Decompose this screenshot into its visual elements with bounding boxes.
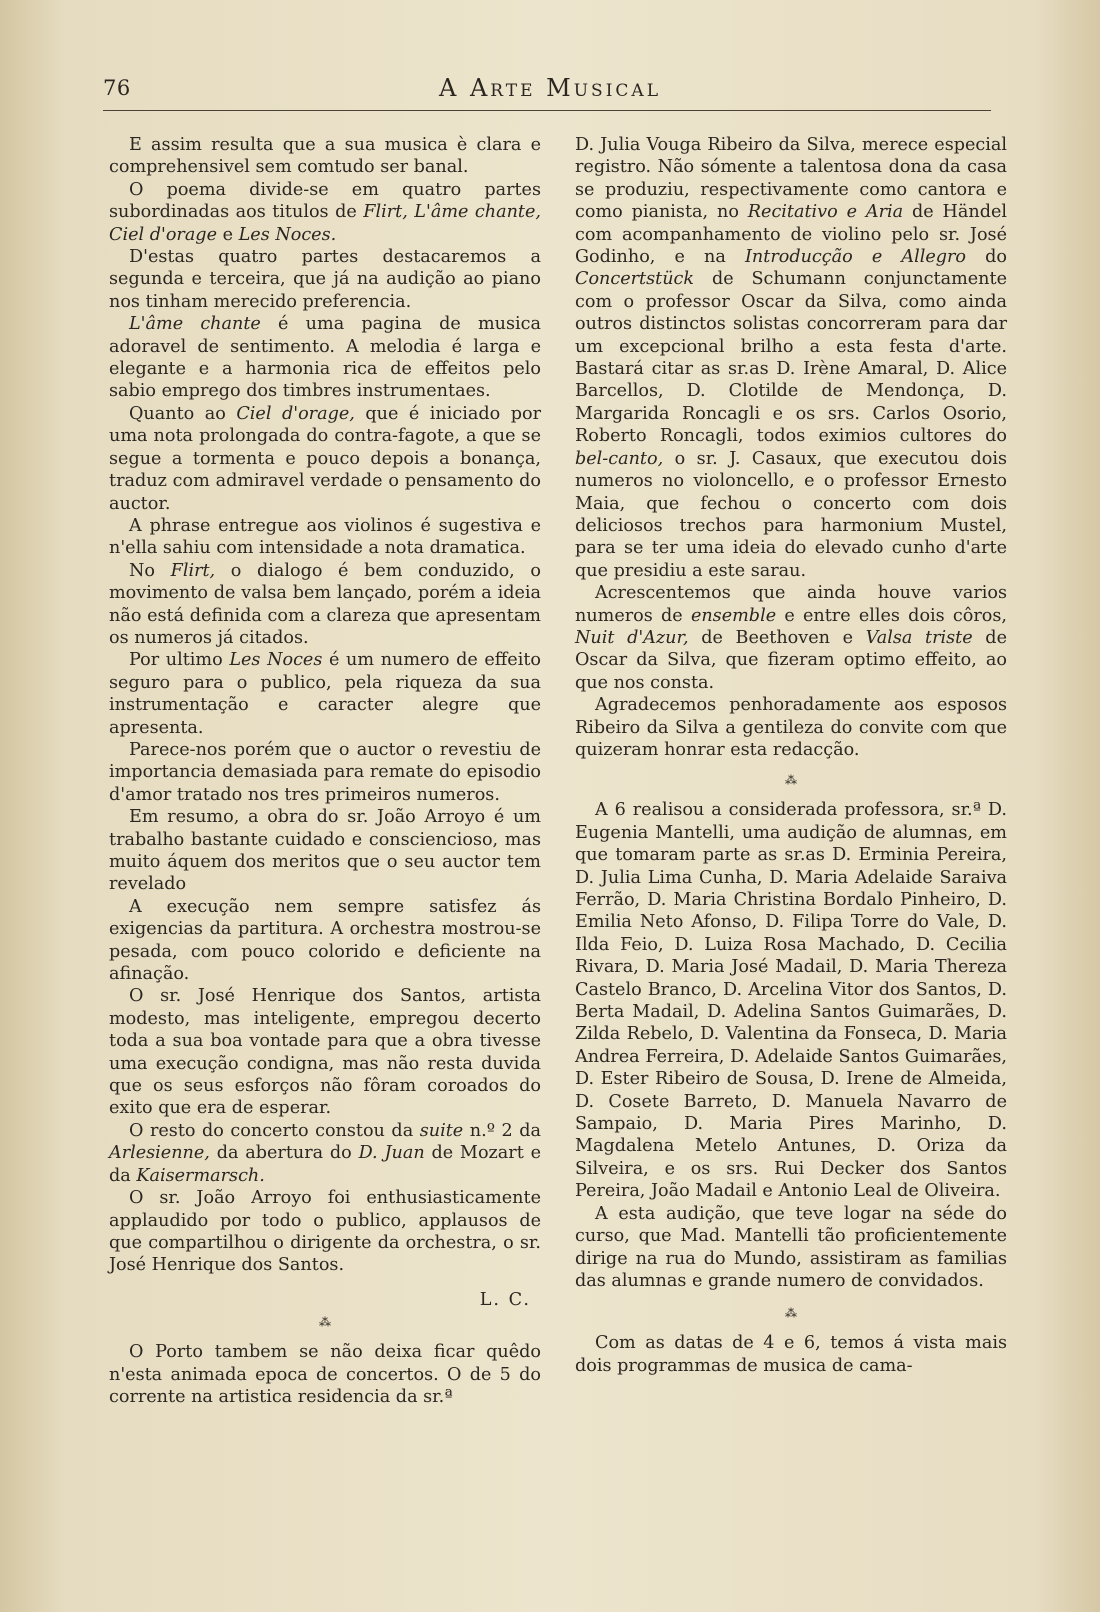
asterism-ornament: ⁂ [785,773,797,788]
asterism-ornament: ⁂ [319,1315,331,1330]
paragraph: A esta audição, que teve logar na séde do curso, que Mad. Mantelli tão proficientemente dirige na rua do Mundo, assistiram as familias das alumnas e grande numero de convidados. [575,1203,1007,1291]
paragraph: Acrescentemos que ainda houve varios numeros de ensemble e entre elles dois côros, Nuit d'Azur, de Beethoven e Valsa triste de Oscar da Silva, que fizeram optimo effeito, ao que nos consta. [575,583,1007,693]
paragraph: A execução nem sempre satisfez ás exigencias da partitura. A orchestra mostrou-se pesada, com pouco colorido e deficiente na afinação. [109,896,541,985]
page-number: 76 [103,76,131,100]
right-column [575,134,1007,1377]
author-signature: L. C. [479,1289,531,1310]
running-head-title: A Arte Musical [438,74,661,102]
paragraph: E assim resulta que a sua musica è clara e comprehensivel sem comtudo ser banal. [109,135,541,178]
left-column [109,134,541,1408]
paragraph: O poema divide-se em quatro partes subordinadas aos titulos de Flirt, L'âme chante, Ciel d'orage e Les Noces. [109,179,541,245]
paragraph: O sr. José Henrique dos Santos, artista modesto, mas inteligente, empregou decerto toda a sua boa vontade para que a obra tivesse uma execução condigna, mas não resta duvida que os seus esforços não fôram coroados do exito que era de esperar. [109,986,541,1119]
paragraph: Em resumo, a obra do sr. João Arroyo é um trabalho bastante cuidado e consciencioso, mas muito áquem dos meritos que o seu auctor tem revelado [109,807,541,895]
paragraph: L'âme chante é uma pagina de musica adoravel de sentimento. A melodia é larga e elegante e a harmonia rica de effeitos pelo sabio emprego dos timbres instrumentaes. [109,314,542,402]
paragraph: Por ultimo Les Noces é um numero de effeito seguro para o publico, pela riqueza da sua instrumentação e caracter alegre que apresenta. [109,650,542,738]
paragraph: No Flirt, o dialogo é bem conduzido, o movimento de valsa bem lançado, porém a ideia não está definida com a clareza que apresentam os numeros já citados. [109,560,541,648]
paragraph: D. Julia Vouga Ribeiro da Silva, merece especial registro. Não sómente a talentosa dona da casa se produziu, respectivamente como cantora e como pianista, no Recitativo e Aria de Händel com acompanhamento de violino pelo sr. José Godinho, e na Introducção e Allegro do Concertstück de Schumann conjunctamente com o professor Oscar da Silva, como ainda outros distinctos solistas concorreram para dar um excepcional brilho a esta festa d'arte. Bastará citar as sr.as D. Irène Amaral, D. Alice Barcellos, D. Clotilde de Mendonça, D. Margarida Roncagli e os srs. Carlos Osorio, Roberto Roncagli, todos eximios cultores do bel-canto, o sr. J. Casaux, que executou dois numeros no violoncello, e o professor Ernesto Maia, que fechou o concerto com dois deliciosos trechos para harmonium Mustel, para se ter uma ideia do elevado cunho d'arte que presidiu a este sarau. [575,135,1007,581]
paragraph: Parece-nos porém que o auctor o revestiu de importancia demasiada para remate do episodio d'amor tratado nos tres primeiros numeros. [109,739,541,805]
paragraph: Agradecemos penhoradamente aos esposos Ribeiro da Silva a gentileza do convite com que quizeram honrar esta redacção. [575,695,1007,760]
paragraph: O Porto tambem se não deixa ficar quêdo n'esta animada epoca de concertos. O de 5 do corrente na artistica residencia da sr.ª [109,1342,541,1407]
paragraph: Com as datas de 4 e 6, temos á vista mais dois programmas de musica de cama- [575,1333,1007,1376]
paragraph: O resto do concerto constou da suite n.º 2 da Arlesienne, da abertura do D. Juan de Mozart e da Kaisermarsch. [109,1120,541,1186]
paragraph: A phrase entregue aos violinos é sugestiva e n'ella sahiu com intensidade a nota dramatica. [109,515,541,559]
paragraph: A 6 realisou a considerada professora, sr.ª D. Eugenia Mantelli, uma audição de alumnas, em que tomaram parte as sr.as D. Erminia Pereira, D. Julia Lima Cunha, D. Maria Adelaide Saraiva Ferrão, D. Maria Christina Bordalo Pinheiro, D. Emilia Neto Afonso, D. Filipa Torre do Vale, D. Ilda Feio, D. Luiza Rosa Machado, D. Cecilia Rivara, D. Maria José Madail, D. Maria Thereza Castelo Branco, D. Arcelina Vitor dos Santos, D. Berta Madail, D. Adelina Santos Guimarães, D. Zilda Rebelo, D. Valentina da Fonseca, D. Maria Andrea Ferreira, D. Adelaide Santos Guimarães, D. Ester Ribeiro de Sousa, D. Irene de Almeida, D. Cosete Barreto, D. Manuela Navarro de Sampaio, D. Maria Pires Marinho, D. Magdalena Metelo Antunes, D. Oriza da Silveira, e os srs. Rui Decker dos Santos Pereira, João Madail e Antonio Leal de Oliveira. [575,800,1007,1202]
paragraph: Quanto ao Ciel d'orage, que é iniciado por uma nota prolongada do contra-fagote, a que se segue a tormenta e pouco depois a bonança, traduz com admiravel verdade o pensamento do auctor. [109,403,541,514]
header-rule [103,110,991,111]
paragraph: O sr. João Arroyo foi enthusiasticamente applaudido por todo o publico, applausos de que compartilhou o dirigente da orchestra, o sr. José Henrique dos Santos. [109,1188,541,1276]
asterism-ornament: ⁂ [785,1306,797,1321]
paragraph: D'estas quatro partes destacaremos a segunda e terceira, que já na audição ao piano nos tinham merecido preferencia. [109,247,541,312]
